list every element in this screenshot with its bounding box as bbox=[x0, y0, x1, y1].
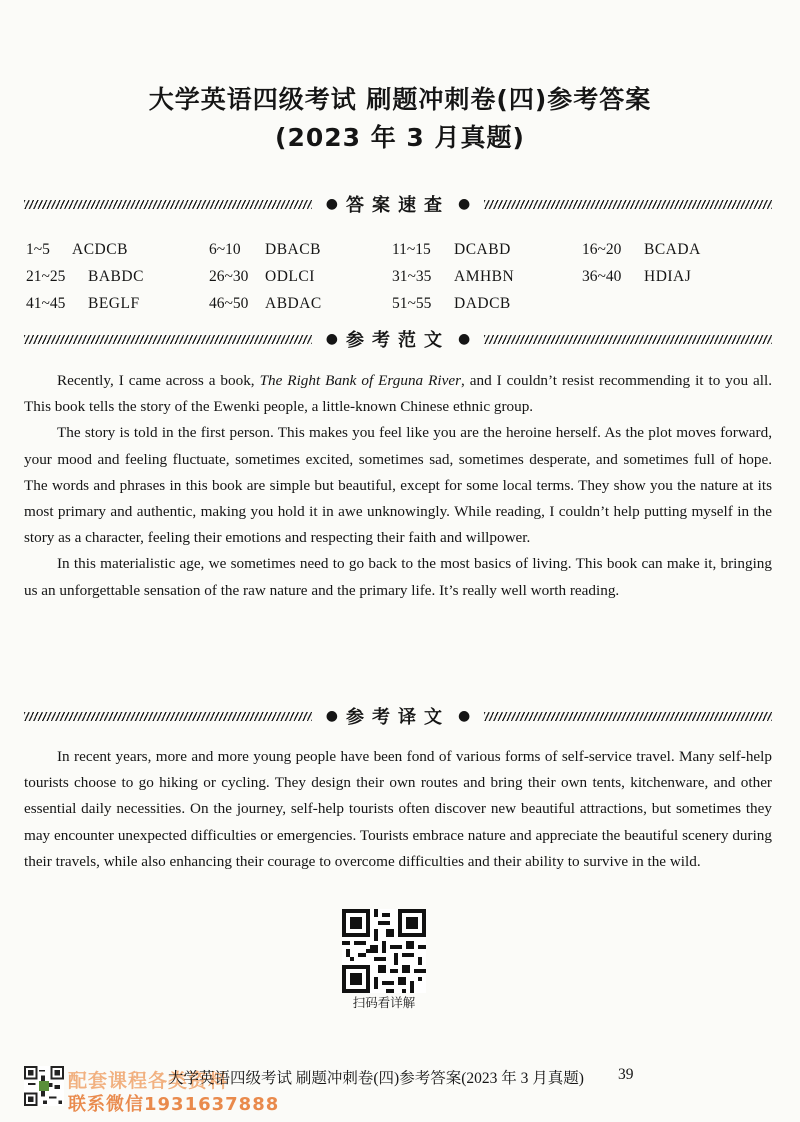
page-number: 39 bbox=[618, 1066, 634, 1083]
watermark-line1: 配套课程各类资料 bbox=[68, 1070, 229, 1092]
answer-cell bbox=[26, 241, 209, 259]
hatch-divider bbox=[484, 712, 772, 721]
essay-text: Recently, I came across a book, bbox=[57, 372, 260, 389]
answer-cell bbox=[26, 295, 209, 313]
answer-value: DBACB bbox=[265, 240, 321, 258]
hatch-divider bbox=[24, 712, 312, 721]
page-subtitle: (2023 年 3 月真题) bbox=[275, 123, 525, 152]
essay-paragraph: In this materialistic age, we sometimes need to go back to the most basics of living. This book can make it, bringing us an unforgettable sensation of the raw nature and the primary life. It’s really well worth reading. bbox=[24, 555, 772, 599]
watermark-contact: 联系微信1931637888 bbox=[68, 1094, 280, 1115]
hatch-divider bbox=[484, 200, 772, 209]
footer-qr-icon[interactable] bbox=[24, 1066, 64, 1106]
page-title: 大学英语四级考试 刷题冲刺卷(四)参考答案 bbox=[148, 85, 652, 114]
page-footer bbox=[24, 1060, 772, 1116]
hatch-divider bbox=[24, 200, 312, 209]
answer-value: BEGLF bbox=[88, 294, 140, 312]
answer-range: 41~45 bbox=[26, 294, 66, 312]
answer-value: DCABD bbox=[454, 240, 511, 258]
bullet-icon: ● bbox=[325, 196, 338, 212]
qr-caption: 扫码看详解 bbox=[352, 995, 416, 1010]
answer-cell bbox=[392, 295, 582, 313]
answer-range: 31~35 bbox=[392, 267, 432, 285]
bullet-icon: ● bbox=[458, 331, 471, 347]
translation-paragraph: In recent years, more and more young people have been fond of various forms of self-service travel. Many self-help tourists choose to go hiking or cycling. They design their own routes and bring their own tents, kitchenware, and other essential daily necessities. On the journey, self-help tourists often discover new beautiful attractions, but sometimes they may encounter unexpected difficulties or emergencies. Tourists embrace nature and appreciate the beautiful scenery during their travels, while also enhancing their courage to overcome difficulties and their ability to survive in the wild. bbox=[24, 748, 772, 870]
answer-range: 36~40 bbox=[582, 267, 622, 285]
answer-range: 1~5 bbox=[26, 240, 50, 258]
essay-section-bar bbox=[24, 327, 772, 351]
answer-value: ACDCB bbox=[72, 240, 128, 258]
answer-cell bbox=[392, 268, 582, 286]
answer-row bbox=[26, 263, 766, 290]
answer-cell bbox=[209, 295, 392, 313]
translation-heading: 参考译文 bbox=[346, 707, 450, 728]
answer-row bbox=[26, 290, 766, 317]
bullet-icon: ● bbox=[325, 708, 338, 724]
answer-cell bbox=[26, 268, 209, 286]
answer-range: 6~10 bbox=[209, 240, 241, 258]
answer-cell bbox=[582, 241, 765, 259]
answer-cell bbox=[209, 241, 392, 259]
answer-range: 11~15 bbox=[392, 240, 431, 258]
hatch-divider bbox=[484, 335, 772, 344]
answer-cell bbox=[209, 268, 392, 286]
essay-heading: 参考范文 bbox=[346, 330, 450, 351]
essay-text: , and I couldn’t resist recommending it to you all. This book tells the story of the Ewenki people, a little-known Chinese ethnic group. bbox=[24, 372, 772, 416]
translation-section-bar bbox=[24, 704, 772, 728]
answer-value: BABDC bbox=[88, 267, 144, 285]
bullet-icon: ● bbox=[458, 196, 471, 212]
answer-row bbox=[26, 236, 766, 263]
answer-grid bbox=[26, 236, 766, 317]
answer-range: 46~50 bbox=[209, 294, 249, 312]
answer-range: 51~55 bbox=[392, 294, 432, 312]
bullet-icon: ● bbox=[325, 331, 338, 347]
answer-value: ABDAC bbox=[265, 294, 322, 312]
answer-range: 16~20 bbox=[582, 240, 622, 258]
answer-cell bbox=[392, 241, 582, 259]
footer-title: 大学英语四级考试 刷题冲刺卷(四)参考答案(2023 年 3 月真题) bbox=[168, 1070, 584, 1087]
qr-code-icon[interactable] bbox=[342, 909, 426, 993]
bullet-icon: ● bbox=[458, 708, 471, 724]
essay-paragraph bbox=[24, 368, 772, 420]
answer-range: 21~25 bbox=[26, 267, 66, 285]
translation-body bbox=[24, 744, 772, 875]
answer-cell bbox=[582, 268, 765, 286]
answer-range: 26~30 bbox=[209, 267, 249, 285]
essay-body bbox=[24, 368, 772, 604]
answers-heading: 答案速查 bbox=[346, 195, 450, 216]
answer-value: AMHBN bbox=[454, 267, 515, 285]
hatch-divider bbox=[24, 335, 312, 344]
answer-value: BCADA bbox=[644, 240, 701, 258]
essay-paragraph: The story is told in the first person. This makes you feel like you are the heroine herself. As the plot moves forward, your mood and feeling fluctuate, sometimes excited, sometimes sad, sometimes desperate, and sometimes full of hope. The words and phrases in this book are simple but beautiful, except for some local terms. They show you the nature at its most primary and authentic, making you hold it in awe unknowingly. While reading, I couldn’t help putting myself in the story as a character, feeling their emotions and respecting their faith and willpower. bbox=[24, 424, 772, 547]
answer-value: HDIAJ bbox=[644, 267, 692, 285]
answers-section-bar bbox=[24, 192, 772, 216]
book-title: The Right Bank of Erguna River bbox=[259, 372, 461, 389]
answer-value: DADCB bbox=[454, 294, 511, 312]
answer-value: ODLCI bbox=[265, 267, 315, 285]
